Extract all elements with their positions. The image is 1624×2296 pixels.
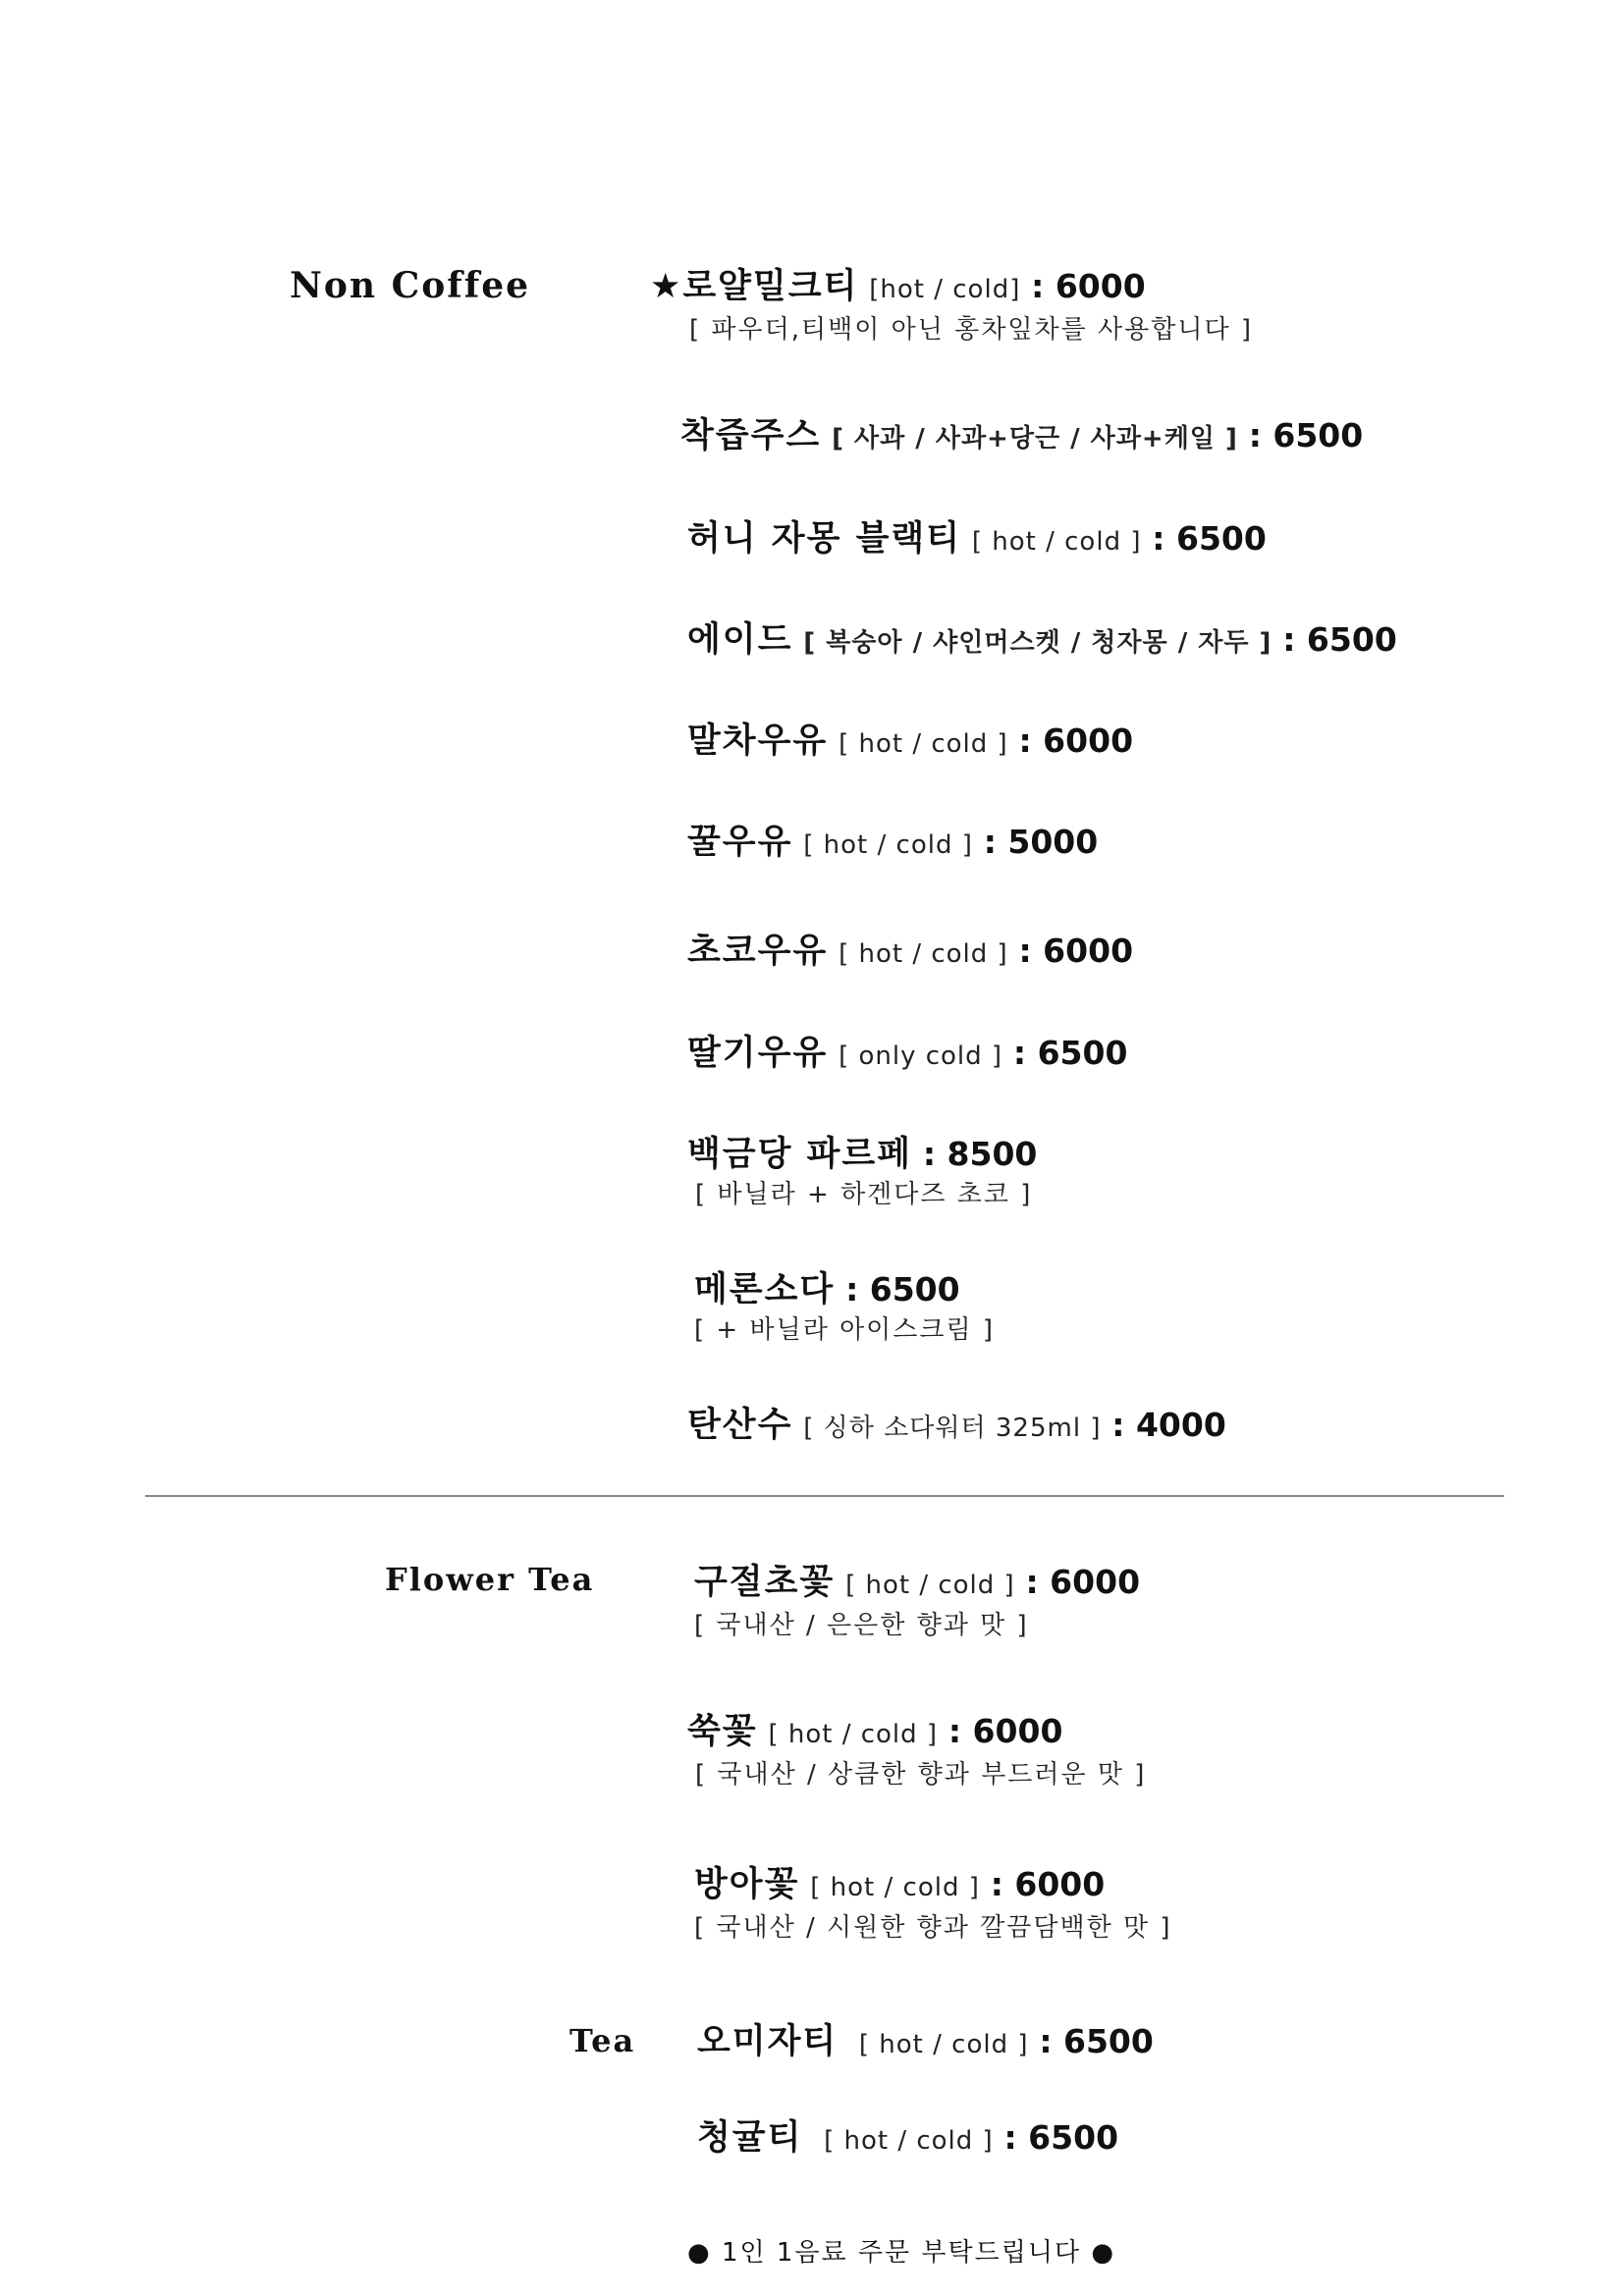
item-options: [ 사과 / 사과+당근 / 사과+케일 ] [832,424,1238,454]
item-name: 백금당 파르페 [687,1135,913,1174]
item-price: : 8500 [922,1135,1038,1173]
item-name: 초코우유 [687,932,829,971]
menu-item-ade [687,618,1397,665]
item-name: 청귤티 [697,2118,803,2158]
item-name: 착즙주스 [680,416,822,455]
menu-item-fresh-juice [680,414,1363,460]
item-options: [ 복숭아 / 샤인머스켓 / 청자몽 / 자두 ] [803,628,1272,658]
item-name: 꿀우유 [687,823,793,862]
menu-item-green-tangerine-tea [697,2116,1118,2163]
item-note: [ 국내산 / 시원한 향과 깔끔담백한 맛 ] [694,1913,1172,1943]
menu-item-matcha-milk [687,720,1133,766]
item-name: 말차우유 [687,721,829,761]
menu-item-gujeolcho-flower [694,1561,1140,1642]
item-name: 메론소다 [694,1270,836,1309]
item-options: [ hot / cold ] [839,729,1008,759]
item-name: 오미자티 [697,2022,839,2061]
section-title-tea: Tea [569,2022,636,2059]
footer-note: ● 1인 1음료 주문 부탁드립니다 ● [687,2238,1116,2268]
item-name: 탄산수 [687,1406,793,1445]
item-options: [ hot / cold ] [768,1720,939,1749]
item-options: [ hot / cold ] [845,1571,1015,1600]
item-price: : 6000 [947,1712,1063,1750]
item-price: : 4000 [1111,1406,1226,1444]
item-options: [ hot / cold ] [803,830,973,860]
item-price: : 6000 [1025,1563,1141,1601]
section-title-non-coffee: Non Coffee [290,265,531,306]
item-name: ★로얄밀크티 [650,267,859,306]
menu-item-honey-milk [687,821,1098,867]
item-price: : 6500 [1039,2022,1154,2060]
item-options: [hot / cold] [869,275,1021,304]
item-name: 쑥꽃 [687,1712,758,1751]
item-name: 방아꽃 [694,1865,800,1904]
item-options: [ 싱하 소다워터 325ml ] [803,1414,1102,1443]
item-price: : 6000 [1031,267,1146,305]
item-price: : 6500 [1282,620,1397,659]
menu-item-parfait [687,1133,1037,1211]
item-price: : 6000 [990,1865,1106,1903]
item-name: 에이드 [687,620,793,660]
menu-item-strawberry-milk [687,1032,1127,1078]
item-price: : 6500 [1003,2118,1119,2157]
item-options: [ hot / cold ] [971,527,1142,557]
item-options: [ only cold ] [839,1041,1003,1071]
section-title-flower-tea: Flower Tea [385,1561,595,1598]
menu-item-banga-flower [694,1863,1172,1945]
item-options: [ hot / cold ] [839,939,1008,969]
item-price: : 6000 [1018,932,1134,970]
menu-item-sparkling-water [687,1404,1226,1450]
item-options: [ hot / cold ] [810,1873,980,1902]
item-options: [ hot / cold ] [824,2126,994,2156]
section-divider [145,1495,1504,1497]
menu-item-melon-soda [694,1268,995,1347]
item-price: : 5000 [983,823,1099,861]
item-price: : 6500 [1152,519,1267,558]
menu-item-choco-milk [687,930,1133,976]
item-name: 딸기우유 [687,1034,829,1073]
item-note: [ 파우더,티백이 아닌 홍차잎차를 사용합니다 ] [689,315,1253,345]
item-name: 구절초꽃 [694,1563,836,1602]
menu-item-omija-tea [697,2020,1154,2066]
item-note: [ + 바닐라 아이스크림 ] [694,1315,996,1345]
item-price: : 6500 [1012,1034,1128,1072]
item-note: [ 국내산 / 은은한 향과 맛 ] [694,1611,1029,1640]
item-price: : 6500 [845,1270,960,1308]
item-price: : 6000 [1018,721,1134,760]
item-price: : 6500 [1248,416,1364,454]
menu-item-honey-grapefruit-black-tea [687,517,1267,563]
item-options: [ hot / cold ] [858,2030,1029,2059]
menu-item-mugwort-flower [687,1710,1146,1791]
item-name: 허니 자몽 블랙티 [687,519,962,559]
menu-item-royal-milk-tea [650,265,1253,347]
item-note: [ 바닐라 + 하겐다즈 초코 ] [695,1180,1033,1209]
item-note: [ 국내산 / 상큼한 향과 부드러운 맛 ] [695,1760,1147,1789]
